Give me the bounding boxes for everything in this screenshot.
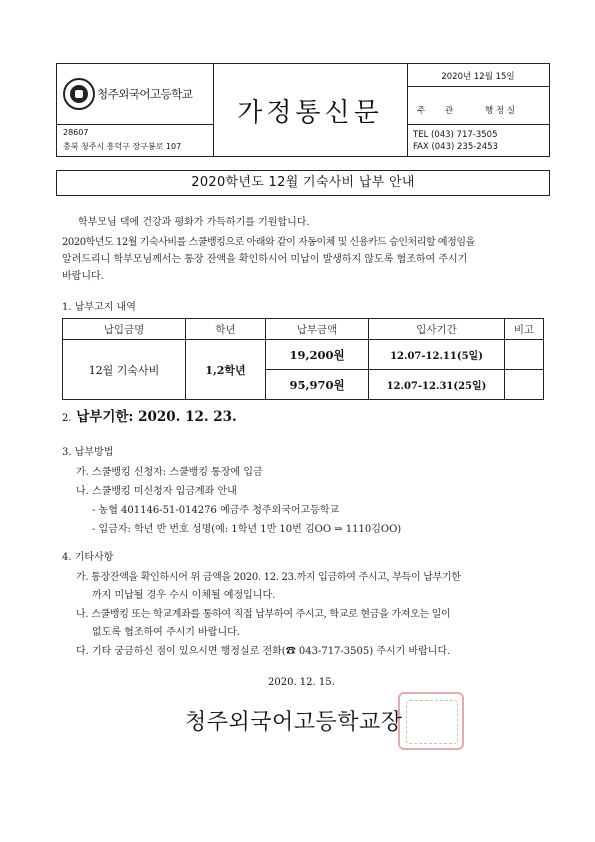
payment-deadline: [62, 405, 237, 425]
section-title: 1. 납부고지 내역: [62, 302, 136, 313]
fax: FAX (043) 235-2453: [413, 142, 498, 152]
sign-date: 2020. 12. 15.: [268, 677, 335, 688]
subject-box: 2020학년도 12월 기숙사비 납부 안내: [56, 170, 550, 196]
note-item: 없도록 협조하여 주시기 바랍니다.: [92, 627, 240, 638]
note-item: 다. 기타 궁금하신 점이 있으시면 행정실로 전화(☎ 043-717-3505) 주시기 바랍니다.: [76, 646, 451, 657]
table-cell-item: 12월 기숙사비: [62, 339, 186, 400]
payment-table: [62, 318, 544, 400]
department-label: 관: [445, 106, 454, 116]
method-item: 가. 스쿨뱅킹 신청자: 스쿨뱅킹 통장에 입금: [76, 467, 263, 478]
school-emblem-icon: [63, 78, 95, 110]
zip-code: 28607: [63, 128, 89, 137]
letterhead: [56, 63, 550, 157]
official-seal-icon: [398, 692, 464, 750]
table-header: 납입금명: [62, 318, 186, 340]
school-name: 청주외국어고등학교: [97, 87, 193, 101]
depositor-info: - 입금자: 학년 반 번호 성명(예: 1학년 1반 10번 김OO ⇒ 1110김OO): [92, 524, 402, 535]
section-title: 3. 납부방법: [62, 447, 114, 458]
divider: [407, 86, 549, 87]
divider: [57, 124, 213, 125]
table-cell-amount: 19,200원: [265, 339, 369, 370]
issue-date: 2020년 12월 15일: [441, 72, 515, 82]
table-header: 입사기간: [368, 318, 505, 340]
telephone: TEL (043) 717-3505: [413, 130, 498, 140]
account-info: - 농협 401146-51-014276 예금주 청주외국어고등학교: [92, 505, 340, 516]
divider: [407, 124, 549, 125]
method-item: 나. 스쿨뱅킹 미신청자 입금계좌 안내: [76, 486, 237, 497]
note-item: 가. 통장잔액을 확인하시어 위 금액을 2020. 12. 23.까지 입금하여 주시고, 부득이 납부기한: [76, 572, 461, 583]
divider: [213, 64, 214, 156]
intro-line: 2020학년도 12월 기숙사비를 스쿨뱅킹으로 아래와 같이 자동이체 및 신용카드 승인처리할 예정임을: [62, 237, 475, 248]
table-cell-amount: 95,970원: [265, 369, 369, 400]
note-item: 까지 미납될 경우 수시 이체될 예정입니다.: [92, 590, 276, 601]
school-address: 충북 청주시 흥덕구 장구봉로 107: [63, 142, 182, 151]
department-label: 주: [417, 106, 426, 116]
table-header: 비고: [504, 318, 544, 340]
table-cell-period: 12.07-12.11(5일): [368, 339, 505, 370]
department-value: 행 정 실: [485, 106, 516, 116]
table-header: 납부금액: [265, 318, 369, 340]
table-cell-note: [504, 369, 544, 400]
intro-line: 알려드리니 학부모님께서는 통장 잔액을 확인하시어 미납이 발생하지 않도록 협조하여 주시기: [62, 254, 468, 265]
section-number: 2.: [62, 413, 72, 424]
table-cell-grade: 1,2학년: [185, 339, 266, 400]
table-header: 학년: [185, 318, 266, 340]
note-item: 나. 스쿨뱅킹 또는 학교계좌를 통하여 직접 납부하여 주시고, 학교로 현금을 가져오는 일이: [76, 609, 451, 620]
intro-line: 학부모님 댁에 건강과 평화가 가득하기를 기원합니다.: [78, 217, 310, 228]
document-title: 가정통신문: [237, 98, 383, 128]
section-title: 4. 기타사항: [62, 552, 114, 563]
deadline-label: 납부기한:: [76, 409, 134, 425]
table-cell-note: [504, 339, 544, 370]
principal-signature: 청주외국어고등학교장: [185, 710, 403, 735]
deadline-value: 2020. 12. 23.: [138, 409, 237, 425]
table-cell-period: 12.07-12.31(25일): [368, 369, 505, 400]
intro-line: 바랍니다.: [62, 271, 104, 282]
